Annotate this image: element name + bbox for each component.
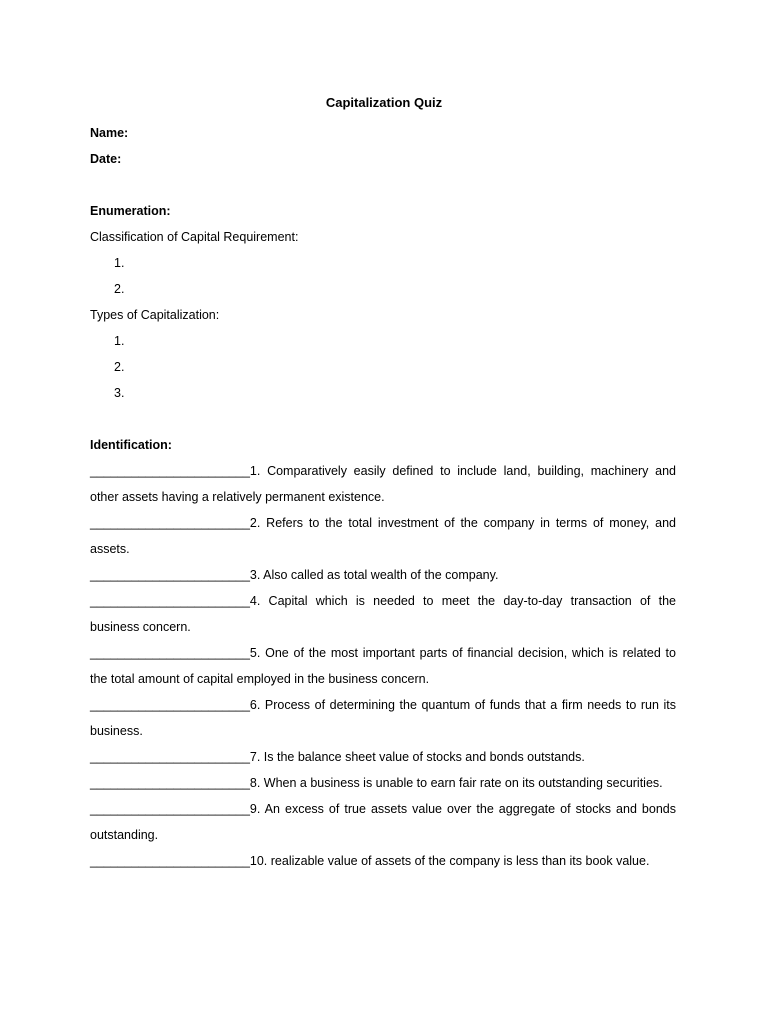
answer-blank[interactable]: _______________________ <box>90 516 250 530</box>
enumeration-group-label: Classification of Capital Requirement: <box>90 230 299 244</box>
identification-text: 2. Refers to the total investment of the company in terms of money, and assets. <box>90 516 676 556</box>
enumeration-number: 3. <box>114 386 125 400</box>
identification-item <box>90 562 676 588</box>
identification-item <box>90 796 676 848</box>
identification-item <box>90 692 676 744</box>
answer-blank[interactable]: _______________________ <box>90 776 250 790</box>
answer-blank[interactable]: _______________________ <box>90 750 250 764</box>
quiz-title: Capitalization Quiz <box>325 95 443 110</box>
answer-blank[interactable]: _______________________ <box>90 464 250 478</box>
answer-blank[interactable]: _______________________ <box>90 568 250 582</box>
identification-text: 8. When a business is unable to earn fair rate on its outstanding securities. <box>249 776 663 790</box>
answer-blank[interactable]: _______________________ <box>90 854 250 868</box>
identification-text: 5. One of the most important parts of financial decision, which is related to the total amount of capital employed in the business concern. <box>90 646 676 686</box>
name-label: Name: <box>90 126 129 140</box>
identification-item <box>90 744 676 770</box>
identification-text: 1. Comparatively easily defined to include land, building, machinery and other assets having a relatively permanent existence. <box>90 464 676 504</box>
identification-text: 7. Is the balance sheet value of stocks and bonds outstands. <box>249 750 585 764</box>
identification-text: 6. Process of determining the quantum of funds that a firm needs to run its business. <box>90 698 676 738</box>
identification-text: 9. An excess of true assets value over the aggregate of stocks and bonds outstanding. <box>90 802 676 842</box>
identification-item <box>90 770 676 796</box>
spacer <box>90 406 676 432</box>
date-label: Date: <box>90 152 122 166</box>
enumeration-number: 1. <box>114 334 125 348</box>
answer-blank[interactable]: _______________________ <box>90 594 250 608</box>
answer-blank[interactable]: _______________________ <box>90 698 250 712</box>
quiz-body <box>90 120 676 874</box>
answer-blank[interactable]: _______________________ <box>90 802 250 816</box>
identification-item <box>90 848 676 874</box>
enumeration-number: 1. <box>114 256 125 270</box>
identification-text: 10. realizable value of assets of the company is less than its book value. <box>249 854 650 868</box>
spacer <box>90 172 676 198</box>
enumeration-number: 2. <box>114 282 125 296</box>
enumeration-heading: Enumeration: <box>90 204 171 218</box>
identification-text: 3. Also called as total wealth of the company. <box>249 568 499 582</box>
identification-text: 4. Capital which is needed to meet the day-to-day transaction of the business concern. <box>90 594 676 634</box>
identification-item <box>90 640 676 692</box>
identification-item <box>90 588 676 640</box>
identification-item <box>90 510 676 562</box>
enumeration-number: 2. <box>114 360 125 374</box>
identification-item <box>90 458 676 510</box>
answer-blank[interactable]: _______________________ <box>90 646 250 660</box>
identification-heading: Identification: <box>90 438 172 452</box>
enumeration-group-label: Types of Capitalization: <box>90 308 220 322</box>
